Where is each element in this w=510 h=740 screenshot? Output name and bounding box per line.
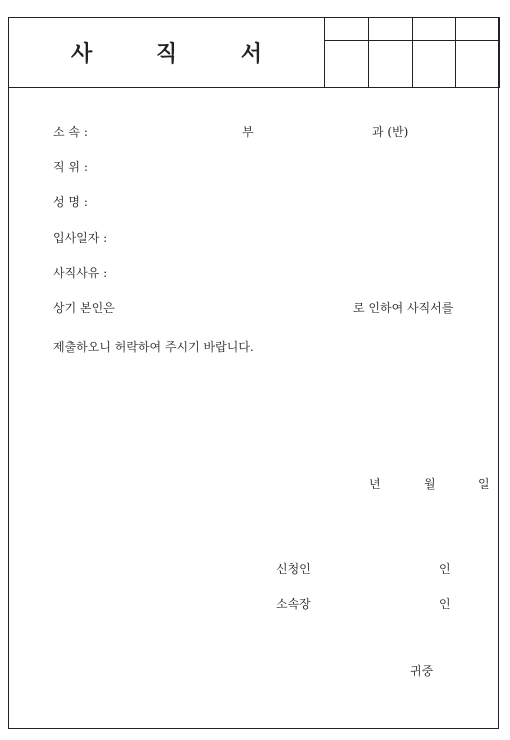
department-gwa: 과 (반) — [372, 125, 409, 139]
approval-sign-cell — [412, 41, 456, 88]
form-header — [9, 18, 498, 88]
body-line2: 제출하오니 허락하여 주시기 바랍니다. — [53, 340, 254, 354]
date-year: 년 — [369, 477, 381, 491]
position-label: 직 위 : — [53, 160, 88, 174]
form-title: 사 직 서 — [70, 41, 291, 67]
reason-label: 사직사유 : — [53, 266, 108, 280]
approval-cell — [456, 18, 500, 41]
manager-seal: 인 — [439, 597, 451, 611]
approval-sign-cell — [456, 41, 500, 88]
department-label: 소 속 : — [53, 125, 88, 139]
name-label: 성 명 : — [53, 195, 88, 209]
date-month: 월 — [424, 477, 436, 491]
approval-cell — [325, 18, 369, 41]
join-date-label: 입사일자 : — [53, 231, 108, 245]
date-day: 일 — [478, 477, 490, 491]
department-bu: 부 — [242, 125, 254, 139]
approval-sign-cell — [368, 41, 412, 88]
approval-cell — [368, 18, 412, 41]
body-line1-left: 상기 본인은 — [53, 301, 115, 315]
resignation-form — [8, 17, 499, 729]
approval-sign-cell — [325, 41, 369, 88]
applicant-label: 신청인 — [276, 562, 311, 576]
recipient: 귀중 — [410, 664, 434, 678]
approval-box — [324, 17, 500, 88]
approval-cell — [412, 18, 456, 41]
applicant-seal: 인 — [439, 562, 451, 576]
body-line1-right: 로 인하여 사직서를 — [353, 301, 454, 315]
manager-label: 소속장 — [276, 597, 311, 611]
